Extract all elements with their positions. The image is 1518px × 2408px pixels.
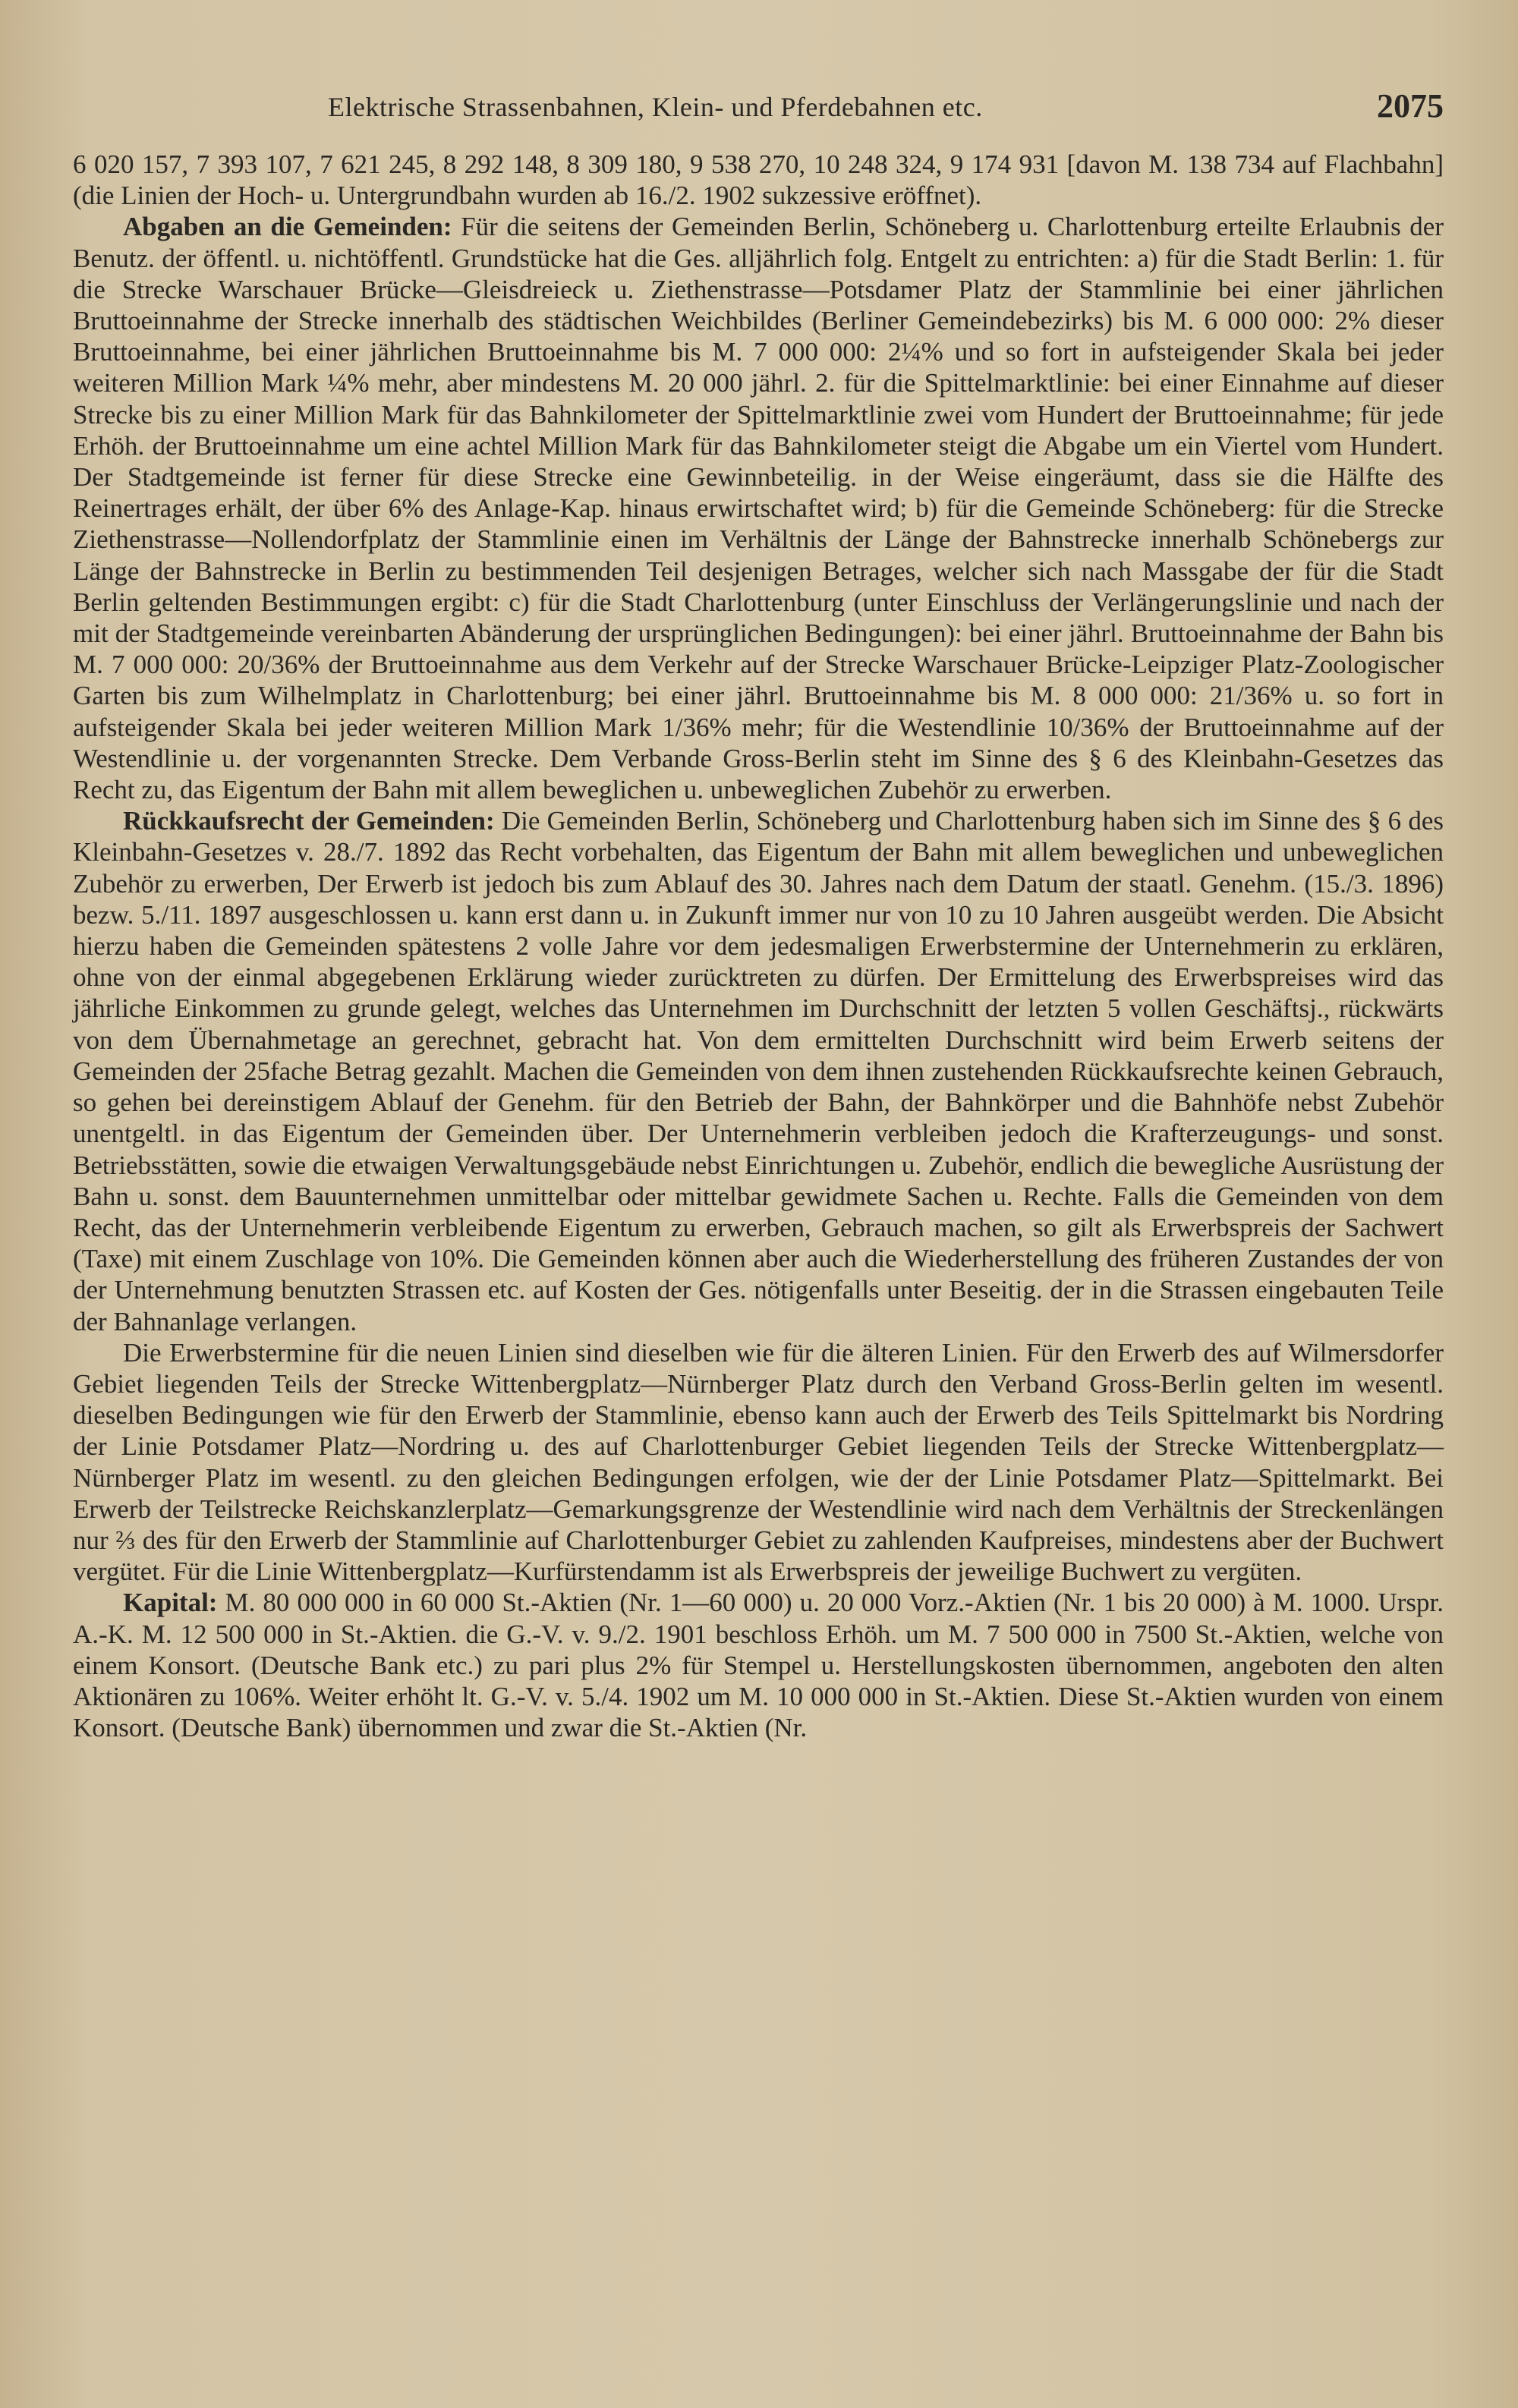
paragraph-erwerbstermine [73, 1337, 1444, 1588]
paragraph-text: 6 020 157, 7 393 107, 7 621 245, 8 292 148, 8 309 180, 9 538 270, 10 248 324, 9 174 931 [davon M. 138 734 auf Flachbahn] (die Linien der Hoch- u. Untergrundbahn wurden ab 16./2. 1902 sukzessive eröffnet). [73, 150, 1444, 211]
paragraph-heading-kapital: Kapital: [123, 1588, 218, 1618]
body-text [73, 149, 1444, 1743]
paragraph-heading-rueckkaufsrecht: Rückkaufsrecht der Gemeinden: [123, 806, 495, 836]
paragraph-text: Die Gemeinden Berlin, Schöneberg und Charlottenburg haben sich im Sinne des § 6 des Kleinbahn-Gesetzes v. 28./7. 1892 das Recht vorbehalten, das Eigentum der Bahn mit allem beweglichen und unbeweglichen Zubehör zu erwerben, Der Erwerb ist jedoch bis zum Ablauf des 30. Jahres nach dem Datum der staatl. Genehm. (15./3. 1896) bezw. 5./11. 1897 ausgeschlossen u. kann erst dann u. in Zukunft immer nur von 10 zu 10 Jahren ausgeübt werden. Die Absicht hierzu haben die Gemeinden spätestens 2 volle Jahre vor dem jedesmaligen Erwerbstermine der Unternehmerin zu erklären, ohne von der einmal abgegebenen Erklärung wieder zurücktreten zu dürfen. Der Ermittelung des Erwerbspreises wird das jährliche Einkommen zu grunde gelegt, welches das Unternehmen im Durchschnitt der letzten 5 vollen Geschäftsj., rückwärts von dem Übernahmetage an gerechnet, gebracht hat. Von dem ermittelten Durchschnitt wird beim Erwerb seitens der Gemeinden der 25fache Betrag gezahlt. Machen die Gemeinden von dem ihnen zustehenden Rückkaufsrechte keinen Gebrauch, so gehen bei dereinstigem Ablauf der Genehm. für den Betrieb der Bahn, der Bahnkörper und die Bahnhöfe nebst Zubehör unentgeltl. in das Eigentum der Gemeinden über. Der Unternehmerin verbleiben jedoch die Krafterzeugungs- und sonst. Betriebsstätten, sowie die etwaigen Verwaltungsgebäude nebst Einrichtungen u. Zubehör, endlich die bewegliche Ausrüstung der Bahn u. sonst. dem Bauunternehmen unmittelbar oder mittelbar gewidmete Sachen u. Rechte. Falls die Gemeinden von dem Recht, das der Unternehmerin verbleibende Eigentum zu erwerben, Gebrauch machen, so gilt als Erwerbspreis der Sachwert (Taxe) mit einem Zuschlage von 10%. Die Gemeinden können aber auch die Wiederherstellung des früheren Zustandes der von der Unternehmung benutzten Strassen etc. auf Kosten der Ges. nötigenfalls unter Beseitig. der in die Strassen eingebauten Teile der Bahnanlage verlangen. [73, 806, 1444, 1336]
paragraph-text: Für die seitens der Gemeinden Berlin, Schöneberg u. Charlottenburg erteilte Erlaubnis der Benutz. der öffentl. u. nichtöffentl. Grundstücke hat die Ges. alljährlich folg. Entgelt zu entrichten: a) für die Stadt Berlin: 1. für die Strecke Warschauer Brücke—Gleisdreieck u. Ziethenstrasse—Potsdamer Platz der Stammlinie bei einer jährlichen Bruttoeinnahme der Strecke innerhalb des städtischen Weichbildes (Berliner Gemeindebezirks) bis M. 6 000 000: 2% dieser Bruttoeinnahme, bei einer jährlichen Bruttoeinnahme bis M. 7 000 000: 2¼% und so fort in aufsteigender Skala bei jeder weiteren Million Mark ¼% mehr, aber mindestens M. 20 000 jährl. 2. für die Spittelmarktlinie: bei einer Einnahme auf dieser Strecke bis zu einer Million Mark für das Bahnkilometer der Spittelmarktlinie zwei vom Hundert der Bruttoeinnahme; für jede Erhöh. der Bruttoeinnahme um eine achtel Million Mark für das Bahnkilometer steigt die Abgabe um ein Viertel vom Hundert. Der Stadtgemeinde ist ferner für diese Strecke eine Gewinnbeteilig. in der Weise eingeräumt, dass sie die Hälfte des Reinertrages erhält, der über 6% des Anlage-Kap. hinaus erwirtschaftet wird; b) für die Gemeinde Schöneberg: für die Strecke Ziethenstrasse—Nollendorfplatz der Stammlinie einen im Verhältnis der Länge der Bahnstrecke innerhalb Schönebergs zur Länge der Bahnstrecke in Berlin zu bestimmenden Teil desjenigen Betrages, welcher sich nach Massgabe der für die Stadt Berlin geltenden Bestimmungen ergibt: c) für die Stadt Charlottenburg (unter Einschluss der Verlängerungslinie und nach der mit der Stadtgemeinde vereinbarten Abänderung der ursprünglichen Bedingungen): bei einer jährl. Bruttoeinnahme der Bahn bis M. 7 000 000: 20/36% der Bruttoeinnahme aus dem Verkehr auf der Strecke Warschauer Brücke-Leipziger Platz-Zoologischer Garten bis zum Wilhelmplatz in Charlottenburg; bei einer jährl. Bruttoeinnahme bis M. 8 000 000: 21/36% u. so fort in aufsteigender Skala bei jeder weiteren Million Mark 1/36% mehr; für die Westendlinie 10/36% der Bruttoeinnahme auf der Westendlinie u. der vorgenannten Strecke. Dem Verbande Gross-Berlin steht im Sinne des § 6 des Kleinbahn-Gesetzes das Recht zu, das Eigentum der Bahn mit allem beweglichen u. unbeweglichen Zubehör zu erwerben. [73, 212, 1444, 805]
page-header [73, 85, 1444, 131]
page-number: 2075 [1377, 87, 1444, 124]
paragraph-text: M. 80 000 000 in 60 000 St.-Aktien (Nr. 1—60 000) u. 20 000 Vorz.-Aktien (Nr. 1 bis 20 000) à M. 1000. Urspr. A.-K. M. 12 500 000 in St.-Aktien. die G.-V. v. 9./2. 1901 beschloss Erhöh. um M. 7 500 000 in 7500 St.-Aktien, welche von einem Konsort. (Deutsche Bank etc.) zu pari plus 2% für Stempel u. Herstellungskosten übernommen, angeboten den alten Aktionären zu 106%. Weiter erhöht lt. G.-V. v. 5./4. 1902 um M. 10 000 000 in St.-Aktien. Diese St.-Aktien wurden von einem Konsort. (Deutsche Bank) übernommen und zwar die St.-Aktien (Nr. [73, 1588, 1444, 1743]
paragraph-rueckkaufsrecht [73, 805, 1444, 1336]
paragraph-text: Die Erwerbstermine für die neuen Linien sind dieselben wie für die älteren Linien. Für den Erwerb des auf Wilmersdorfer Gebiet liegenden Teils der Strecke Wittenbergplatz—Nürnberger Platz durch den Verband Gross-Berlin gelten im wesentl. dieselben Bedingungen wie für den Erwerb der Stammlinie, ebenso kann auch der Erwerb des Teils Spittelmarkt bis Nordring der Linie Potsdamer Platz—Nordring u. des auf Charlottenburger Gebiet liegenden Teils der Strecke Wittenbergplatz—Nürnberger Platz im wesentl. zu den gleichen Bedingungen erfolgen, wie der der Linie Potsdamer Platz—Spittelmarkt. Bei Erwerb der Teilstrecke Reichskanzlerplatz—Gemarkungsgrenze der Westendlinie wird nach dem Verhältnis der Streckenlängen nur ⅔ des für den Erwerb der Stammlinie auf Charlottenburger Gebiet zu zahlenden Kaufpreises, mindestens aber der Buchwert vergütet. Für die Linie Wittenbergplatz—Kurfürstendamm ist als Erwerbspreis der jeweilige Buchwert zu vergüten. [73, 1337, 1444, 1587]
running-title: Elektrische Strassenbahnen, Klein- und Pferdebahnen etc. [328, 92, 983, 122]
paragraph-heading-abgaben: Abgaben an die Gemeinden: [123, 212, 452, 242]
paragraph-continuation [73, 149, 1444, 211]
paragraph-abgaben [73, 211, 1444, 805]
paragraph-kapital [73, 1587, 1444, 1743]
